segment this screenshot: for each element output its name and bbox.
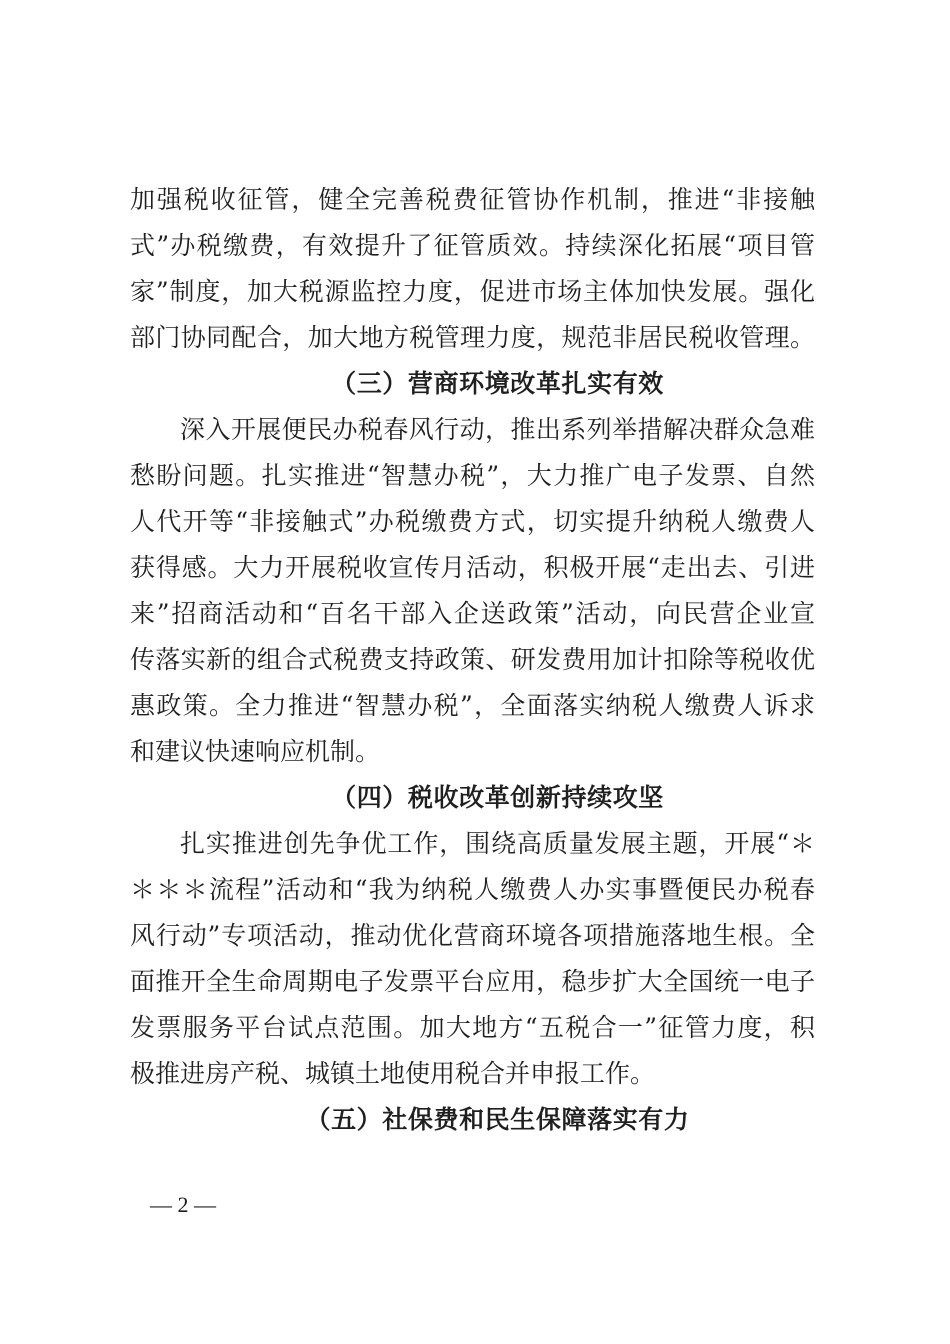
paragraph-tax-collection (130, 177, 815, 361)
paragraph-line: 惠政策。全力推进“智慧办税”，全面落实纳税人缴费人诉求 (130, 691, 815, 720)
paragraph-line: 发票服务平台试点范围。加大地方“五税合一”征管力度，积 (130, 1013, 815, 1042)
paragraph-line: 和建议快速响应机制。 (130, 737, 381, 766)
paragraph-line: 部门协同配合，加大地方税管理力度，规范非居民税收管理。 (130, 323, 815, 352)
paragraph-line: ＊＊＊流程”活动和“我为纳税人缴费人办实事暨便民办税春 (130, 875, 815, 904)
page-number: — 2 — (150, 1192, 216, 1217)
section-heading-5: （五）社保费和民生保障落实有力 (305, 1105, 690, 1134)
paragraph-line: 扎实推进创先争优工作，围绕高质量发展主题，开展“＊ (180, 829, 815, 858)
paragraph-line: 风行动”专项活动，推动优化营商环境各项措施落地生根。全 (130, 921, 815, 950)
paragraph-line: 深入开展便民办税春风行动，推出系列举措解决群众急难 (180, 415, 815, 444)
paragraph-line: 传落实新的组合式税费支持政策、研发费用加计扣除等税收优 (130, 645, 815, 674)
document-body (130, 177, 815, 1143)
paragraph-line: 人代开等“非接触式”办税缴费方式，切实提升纳税人缴费人 (130, 507, 815, 536)
paragraph-line: 面推开全生命周期电子发票平台应用，稳步扩大全国统一电子 (130, 967, 815, 996)
paragraph-business-environment (130, 407, 815, 775)
paragraph-tax-reform (130, 821, 815, 1097)
section-heading-3: （三）营商环境改革扎实有效 (331, 369, 664, 398)
paragraph-line: 来”招商活动和“百名干部入企送政策”活动，向民营企业宣 (130, 599, 815, 628)
section-heading-4: （四）税收改革创新持续攻坚 (331, 783, 664, 812)
paragraph-line: 加强税收征管，健全完善税费征管协作机制，推进“非接触 (130, 185, 815, 214)
paragraph-line: 家”制度，加大税源监控力度，促进市场主体加快发展。强化 (130, 277, 815, 306)
paragraph-line: 式”办税缴费，有效提升了征管质效。持续深化拓展“项目管 (130, 231, 815, 260)
paragraph-line: 极推进房产税、城镇土地使用税合并申报工作。 (130, 1059, 656, 1088)
paragraph-line: 愁盼问题。扎实推进“智慧办税”，大力推广电子发票、自然 (130, 461, 815, 490)
paragraph-line: 获得感。大力开展税收宣传月活动，积极开展“走出去、引进 (130, 553, 815, 582)
